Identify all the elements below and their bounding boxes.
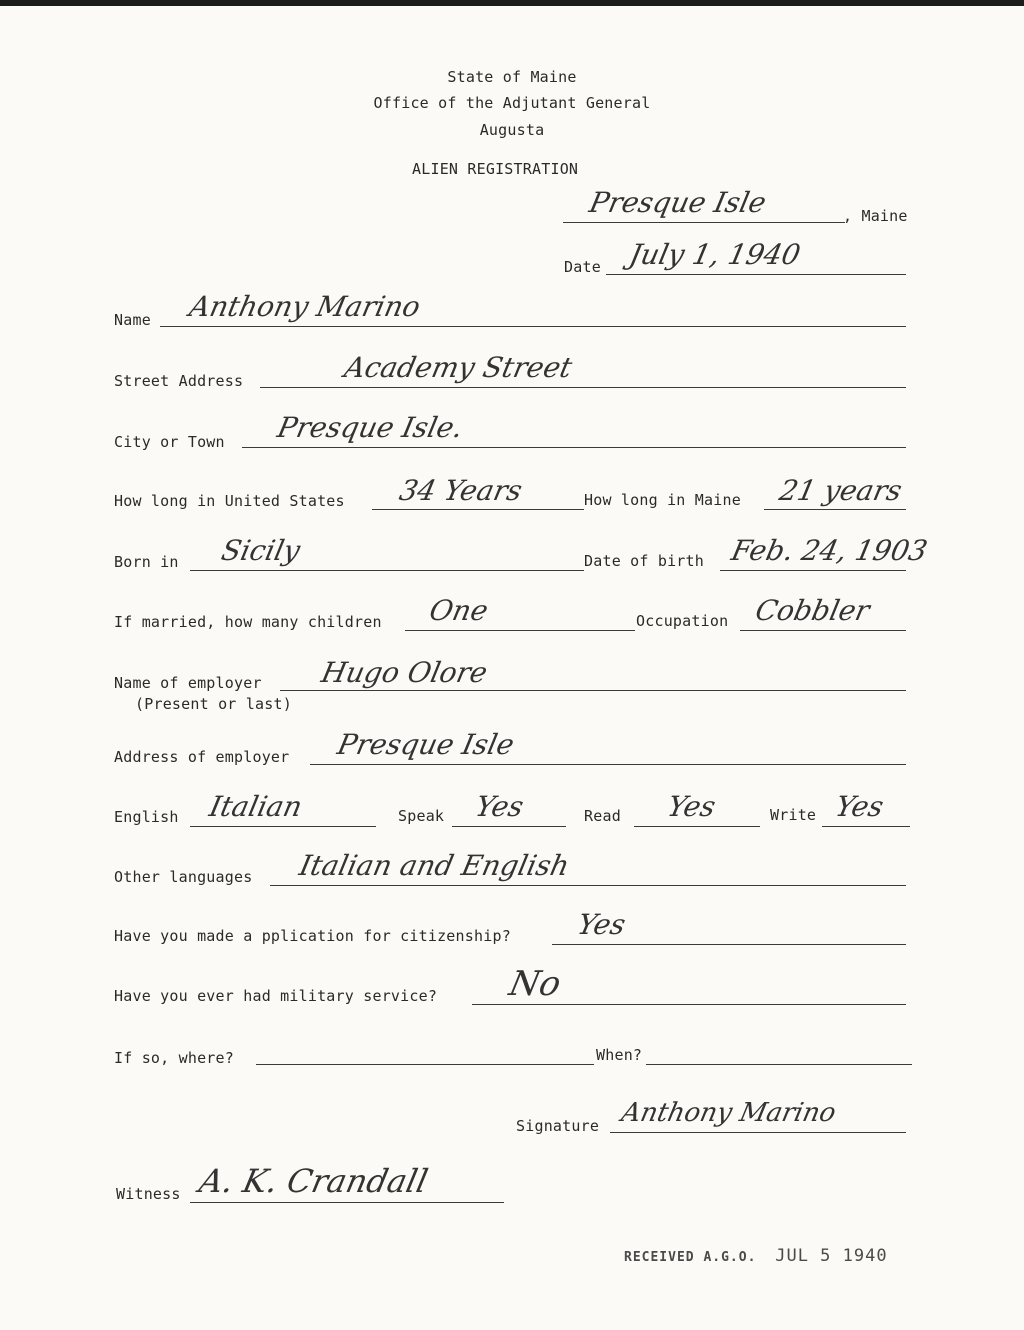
children-label: If married, how many children: [114, 613, 382, 631]
speak-line: [452, 826, 566, 827]
name-line: [160, 326, 906, 327]
occupation-line: [740, 630, 906, 631]
when-line: [646, 1064, 912, 1065]
received-stamp-date: JUL 5 1940: [775, 1246, 888, 1266]
received-stamp: [624, 1246, 888, 1266]
city-value: Presque Isle.: [274, 411, 466, 444]
us-length-line: [372, 509, 584, 510]
signature-label: Signature: [516, 1117, 600, 1135]
write-line: [822, 826, 910, 827]
date-label: Date: [564, 258, 601, 276]
dob-value: Feb. 24, 1903: [728, 534, 931, 567]
us-length-value: 34 Years: [396, 474, 526, 507]
born-line: [190, 570, 584, 571]
signature-value: Anthony Marino: [618, 1098, 839, 1128]
citizenship-line: [552, 944, 906, 945]
form-title: ALIEN REGISTRATION: [412, 160, 579, 178]
date-value: July 1, 1940: [626, 238, 804, 271]
citizenship-label: Have you made a pplication for citizenship?: [114, 927, 511, 945]
english-value: Italian: [206, 790, 306, 823]
where-label: If so, where?: [114, 1049, 234, 1067]
employer-sublabel: (Present or last): [135, 695, 292, 713]
occupation-label: Occupation: [636, 612, 729, 630]
street-label: Street Address: [114, 372, 244, 390]
where-line: [256, 1064, 594, 1065]
speak-value: Yes: [472, 790, 527, 823]
english-line: [190, 826, 376, 827]
born-value: Sicily: [218, 534, 304, 567]
name-value: Anthony Marino: [186, 290, 424, 323]
employer-address-label: Address of employer: [114, 748, 290, 766]
header-city: Augusta: [479, 121, 545, 139]
received-stamp-text: RECEIVED A.G.O.: [624, 1250, 757, 1265]
military-label: Have you ever had military service?: [114, 987, 438, 1005]
place-value: Presque Isle: [586, 186, 770, 219]
header-state: State of Maine: [447, 68, 577, 86]
military-value: No: [505, 964, 565, 1004]
name-label: Name: [114, 311, 151, 329]
read-label: Read: [584, 807, 621, 825]
maine-length-label: How long in Maine: [584, 491, 741, 509]
signature-line: [610, 1132, 906, 1133]
military-line: [472, 1004, 906, 1005]
street-line: [260, 387, 906, 388]
children-value: One: [426, 594, 492, 627]
header-office: Office of the Adjutant General: [373, 94, 651, 112]
place-line: [563, 222, 845, 223]
other-languages-line: [270, 885, 906, 886]
employer-value: Hugo Olore: [318, 656, 491, 689]
employer-address-value: Presque Isle: [334, 728, 518, 761]
street-value: Academy Street: [341, 351, 576, 384]
employer-label: Name of employer: [114, 674, 262, 692]
employer-address-line: [310, 764, 906, 765]
city-line: [242, 447, 906, 448]
witness-value: A. K. Crandall: [195, 1162, 432, 1200]
children-line: [405, 630, 635, 631]
born-label: Born in: [114, 553, 179, 571]
write-value: Yes: [832, 790, 887, 823]
when-label: When?: [596, 1046, 643, 1064]
read-value: Yes: [664, 790, 719, 823]
dob-line: [720, 570, 906, 571]
city-label: City or Town: [114, 433, 225, 451]
speak-label: Speak: [398, 807, 445, 825]
witness-line: [190, 1202, 504, 1203]
maine-length-line: [764, 509, 906, 510]
dob-label: Date of birth: [584, 552, 704, 570]
date-line: [606, 274, 906, 275]
read-line: [634, 826, 760, 827]
us-length-label: How long in United States: [114, 492, 345, 510]
other-languages-label: Other languages: [114, 868, 253, 886]
place-suffix: , Maine: [843, 207, 908, 225]
citizenship-value: Yes: [574, 908, 629, 941]
occupation-value: Cobbler: [752, 594, 873, 627]
maine-length-value: 21 years: [776, 474, 905, 507]
witness-label: Witness: [116, 1185, 181, 1203]
write-label: Write: [770, 806, 817, 824]
employer-line: [280, 690, 906, 691]
other-languages-value: Italian and English: [296, 849, 573, 882]
english-label: English: [114, 808, 179, 826]
